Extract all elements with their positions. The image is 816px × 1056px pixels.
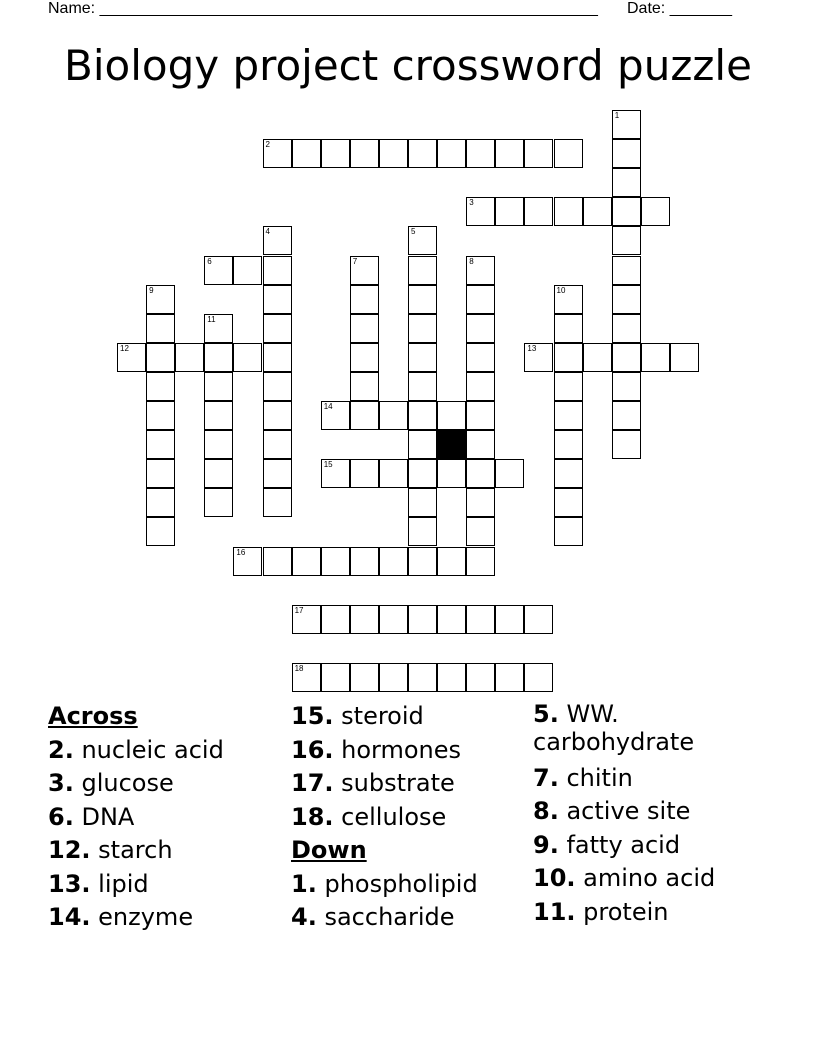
clue-item-number: 7. <box>533 763 559 792</box>
crossword-cell[interactable] <box>263 488 292 517</box>
clue-item <box>48 801 283 835</box>
clue-item-text: lipid <box>98 869 149 898</box>
crossword-cell[interactable] <box>612 314 641 343</box>
crossword-cell[interactable] <box>204 314 233 343</box>
crossword-cell[interactable] <box>495 605 524 634</box>
crossword-cell[interactable] <box>146 314 175 343</box>
crossword-cell[interactable] <box>146 430 175 459</box>
crossword-cell[interactable] <box>408 459 437 488</box>
crossword-cell[interactable] <box>524 605 553 634</box>
crossword-cell[interactable] <box>350 256 379 285</box>
crossword-cell[interactable] <box>408 343 437 372</box>
crossword-cell[interactable] <box>554 372 583 401</box>
clue-item-text: saccharide <box>324 903 455 931</box>
crossword-cell[interactable] <box>146 517 175 546</box>
clue-number: 12 <box>120 343 129 353</box>
crossword-cell[interactable] <box>437 663 466 692</box>
crossword-cell[interactable] <box>495 663 524 692</box>
clue-item <box>533 762 773 796</box>
crossword-cell[interactable] <box>292 547 321 576</box>
crossword-cell[interactable] <box>379 401 408 430</box>
clue-item-text: DNA <box>81 802 135 831</box>
crossword-cell[interactable] <box>466 605 495 634</box>
crossword-cell[interactable] <box>321 663 350 692</box>
crossword-cell[interactable] <box>408 314 437 343</box>
clue-item-text: steroid <box>341 702 424 730</box>
crossword-cell[interactable] <box>612 430 641 459</box>
crossword-cell[interactable] <box>350 401 379 430</box>
crossword-cell[interactable] <box>204 343 233 372</box>
clue-item-text: cellulose <box>341 802 447 831</box>
clue-item <box>533 829 773 863</box>
crossword-cell[interactable] <box>204 488 233 517</box>
clue-number: 5 <box>411 227 416 237</box>
clue-number: 17 <box>294 605 304 615</box>
crossword-cell[interactable] <box>524 139 553 168</box>
crossword-cell[interactable] <box>408 285 437 314</box>
crossword-cell[interactable] <box>612 372 641 401</box>
crossword-cell[interactable] <box>408 547 437 576</box>
crossword-cell[interactable] <box>350 343 379 372</box>
crossword-cell[interactable] <box>583 197 612 226</box>
clue-number: 11 <box>207 314 216 324</box>
clue-item-number: 9. <box>533 830 559 859</box>
clue-item <box>291 767 526 801</box>
clue-number: 7 <box>352 256 358 266</box>
clue-item-text: nucleic acid <box>81 735 224 764</box>
clue-number: 6 <box>207 256 212 266</box>
crossword-cell[interactable] <box>554 314 583 343</box>
crossword-cell[interactable] <box>408 372 437 401</box>
clue-item <box>533 795 773 829</box>
clue-number: 8 <box>469 256 474 266</box>
clue-number: 18 <box>294 663 304 673</box>
clue-number: 2 <box>265 140 270 150</box>
crossword-cell[interactable] <box>292 663 321 692</box>
clue-item-number: 2. <box>48 735 74 764</box>
crossword-cell[interactable] <box>408 663 437 692</box>
clue-item <box>291 901 526 935</box>
clue-item <box>291 801 526 835</box>
crossword-cell[interactable] <box>146 459 175 488</box>
clue-number: 16 <box>236 547 246 557</box>
crossword-cell[interactable] <box>554 285 583 314</box>
clue-item-text: glucose <box>81 769 174 797</box>
clue-item-number: 3. <box>48 769 74 797</box>
crossword-cell[interactable] <box>641 343 670 372</box>
clue-item <box>48 834 283 868</box>
crossword-cell[interactable] <box>554 517 583 546</box>
crossword-cell[interactable] <box>466 197 495 226</box>
crossword-cell[interactable] <box>466 401 495 430</box>
crossword-cell[interactable] <box>379 547 408 576</box>
crossword-cell[interactable] <box>263 226 292 255</box>
crossword-cell[interactable] <box>204 459 233 488</box>
clue-number: 3 <box>469 198 474 208</box>
clue-item <box>291 734 526 768</box>
across-heading: Across <box>48 702 138 730</box>
crossword-cell[interactable] <box>263 459 292 488</box>
crossword-cell[interactable] <box>146 488 175 517</box>
clue-number: 15 <box>323 460 333 470</box>
clue-item-number: 11. <box>533 897 576 926</box>
crossword-cell[interactable] <box>495 139 524 168</box>
clue-number: 4 <box>265 227 270 237</box>
clue-item-text: amino acid <box>583 864 716 892</box>
clue-item-text: starch <box>98 836 173 864</box>
crossword-cell[interactable] <box>146 401 175 430</box>
crossword-cell[interactable] <box>466 285 495 314</box>
clue-item-number: 6. <box>48 802 74 831</box>
crossword-cell[interactable] <box>146 285 175 314</box>
clue-item-number: 1. <box>291 869 317 898</box>
crossword-cell[interactable] <box>466 547 495 576</box>
crossword-cell[interactable] <box>612 197 641 226</box>
clue-item-number: 14. <box>48 903 91 931</box>
crossword-cell[interactable] <box>554 401 583 430</box>
clue-number: 1 <box>614 111 620 120</box>
crossword-cell[interactable] <box>495 197 524 226</box>
clue-item-text: enzyme <box>98 903 194 931</box>
down-heading: Down <box>291 836 367 864</box>
clue-item <box>48 868 283 902</box>
name-field-label: Name: ________________________________________________________ <box>48 0 598 17</box>
clue-item-text: WW. carbohydrate <box>533 700 695 756</box>
crossword-cell[interactable] <box>263 343 292 372</box>
crossword-cell[interactable] <box>292 139 321 168</box>
crossword-cell[interactable] <box>204 430 233 459</box>
page-title: Biology project crossword puzzle <box>64 41 752 90</box>
crossword-cell[interactable] <box>204 401 233 430</box>
crossword-cell[interactable] <box>408 226 437 255</box>
crossword-black-cell <box>437 430 466 459</box>
crossword-cell[interactable] <box>554 459 583 488</box>
crossword-cell[interactable] <box>263 256 292 285</box>
clue-item-text: active site <box>566 797 691 825</box>
crossword-cell[interactable] <box>263 401 292 430</box>
crossword-cell[interactable] <box>612 343 641 372</box>
crossword-cell[interactable] <box>350 285 379 314</box>
clue-number: 13 <box>527 343 537 353</box>
crossword-cell[interactable] <box>612 256 641 285</box>
crossword-cell[interactable] <box>437 459 466 488</box>
crossword-cell[interactable] <box>641 197 670 226</box>
crossword-cell[interactable] <box>554 197 583 226</box>
clue-number: 14 <box>323 402 333 411</box>
crossword-cell[interactable] <box>612 110 641 139</box>
crossword-cell[interactable] <box>350 372 379 401</box>
crossword-cell[interactable] <box>466 256 495 285</box>
clue-item <box>533 896 773 930</box>
crossword-cell[interactable] <box>495 459 524 488</box>
crossword-cell[interactable] <box>612 401 641 430</box>
crossword-cell[interactable] <box>408 139 437 168</box>
crossword-cell[interactable] <box>146 343 175 372</box>
crossword-cell[interactable] <box>175 343 204 372</box>
crossword-cell[interactable] <box>524 197 553 226</box>
clue-item-number: 4. <box>291 903 317 931</box>
clue-column-1 <box>48 700 283 935</box>
crossword-cell[interactable] <box>379 139 408 168</box>
crossword-cell[interactable] <box>350 459 379 488</box>
crossword-cell[interactable] <box>524 663 553 692</box>
crossword-cell[interactable] <box>437 139 466 168</box>
crossword-cell[interactable] <box>612 168 641 197</box>
clue-item <box>533 700 773 756</box>
crossword-cell[interactable] <box>408 256 437 285</box>
crossword-cell[interactable] <box>612 139 641 168</box>
clue-column-3 <box>533 700 773 929</box>
clue-item-number: 12. <box>48 836 91 864</box>
crossword-cell[interactable] <box>583 343 612 372</box>
crossword-cell[interactable] <box>263 139 292 168</box>
crossword-cell[interactable] <box>408 430 437 459</box>
crossword-cell[interactable] <box>466 488 495 517</box>
clue-item-text: hormones <box>341 735 462 764</box>
crossword-cell[interactable] <box>554 343 583 372</box>
crossword-cell[interactable] <box>350 663 379 692</box>
crossword-cell[interactable] <box>350 547 379 576</box>
clue-item-text: substrate <box>341 769 455 797</box>
clue-item-number: 16. <box>291 735 334 764</box>
crossword-cell[interactable] <box>437 547 466 576</box>
clue-item <box>291 700 526 734</box>
crossword-cell[interactable] <box>350 605 379 634</box>
clue-item-number: 18. <box>291 802 334 831</box>
crossword-cell[interactable] <box>233 256 262 285</box>
crossword-cell[interactable] <box>321 401 350 430</box>
crossword-cell[interactable] <box>554 139 583 168</box>
clue-item <box>533 862 773 896</box>
crossword-cell[interactable] <box>524 343 553 372</box>
crossword-cell[interactable] <box>379 459 408 488</box>
clue-item-number: 17. <box>291 769 334 797</box>
crossword-cell[interactable] <box>466 372 495 401</box>
clue-item <box>48 734 283 768</box>
crossword-cell[interactable] <box>408 517 437 546</box>
crossword-cell[interactable] <box>466 459 495 488</box>
crossword-cell[interactable] <box>321 139 350 168</box>
crossword-cell[interactable] <box>379 605 408 634</box>
crossword-cell[interactable] <box>670 343 699 372</box>
crossword-cell[interactable] <box>233 343 262 372</box>
clue-column-2 <box>291 700 526 935</box>
crossword-cell[interactable] <box>350 139 379 168</box>
crossword-cell[interactable] <box>466 663 495 692</box>
crossword-cell[interactable] <box>146 372 175 401</box>
crossword-cell[interactable] <box>466 314 495 343</box>
clue-item-number: 10. <box>533 864 576 892</box>
crossword-cell[interactable] <box>204 256 233 285</box>
crossword-cell[interactable] <box>233 547 262 576</box>
crossword-cell[interactable] <box>263 314 292 343</box>
crossword-cell[interactable] <box>292 605 321 634</box>
crossword-cell[interactable] <box>437 401 466 430</box>
crossword-cell[interactable] <box>117 343 146 372</box>
crossword-cell[interactable] <box>321 459 350 488</box>
crossword-cell[interactable] <box>321 547 350 576</box>
clue-item-text: fatty acid <box>566 830 681 859</box>
clue-item <box>291 868 526 902</box>
crossword-cell[interactable] <box>466 430 495 459</box>
crossword-cell[interactable] <box>204 372 233 401</box>
clue-item-number: 5. <box>533 700 559 728</box>
date-field-label: Date: _______ <box>627 0 732 17</box>
crossword-cell[interactable] <box>554 488 583 517</box>
crossword-cell[interactable] <box>263 285 292 314</box>
clue-item <box>48 767 283 801</box>
crossword-cell[interactable] <box>408 605 437 634</box>
clue-item-text: phospholipid <box>324 869 478 898</box>
crossword-cell[interactable] <box>350 314 379 343</box>
crossword-cell[interactable] <box>379 663 408 692</box>
crossword-cell[interactable] <box>466 517 495 546</box>
crossword-cell[interactable] <box>321 605 350 634</box>
crossword-cell[interactable] <box>263 372 292 401</box>
crossword-cell[interactable] <box>408 488 437 517</box>
crossword-cell[interactable] <box>612 285 641 314</box>
clue-item <box>48 901 283 935</box>
clue-item-text: chitin <box>566 763 633 792</box>
crossword-cell[interactable] <box>554 430 583 459</box>
clue-number: 10 <box>556 285 566 295</box>
clue-number: 9 <box>149 285 154 295</box>
crossword-cell[interactable] <box>466 343 495 372</box>
clue-item-number: 13. <box>48 869 91 898</box>
crossword-cell[interactable] <box>437 605 466 634</box>
crossword-cell[interactable] <box>263 547 292 576</box>
crossword-cell[interactable] <box>466 139 495 168</box>
crossword-cell[interactable] <box>408 401 437 430</box>
crossword-cell[interactable] <box>263 430 292 459</box>
crossword-cell[interactable] <box>612 226 641 255</box>
clue-item-number: 8. <box>533 797 559 825</box>
clue-item-text: protein <box>583 897 669 926</box>
clue-item-number: 15. <box>291 702 334 730</box>
